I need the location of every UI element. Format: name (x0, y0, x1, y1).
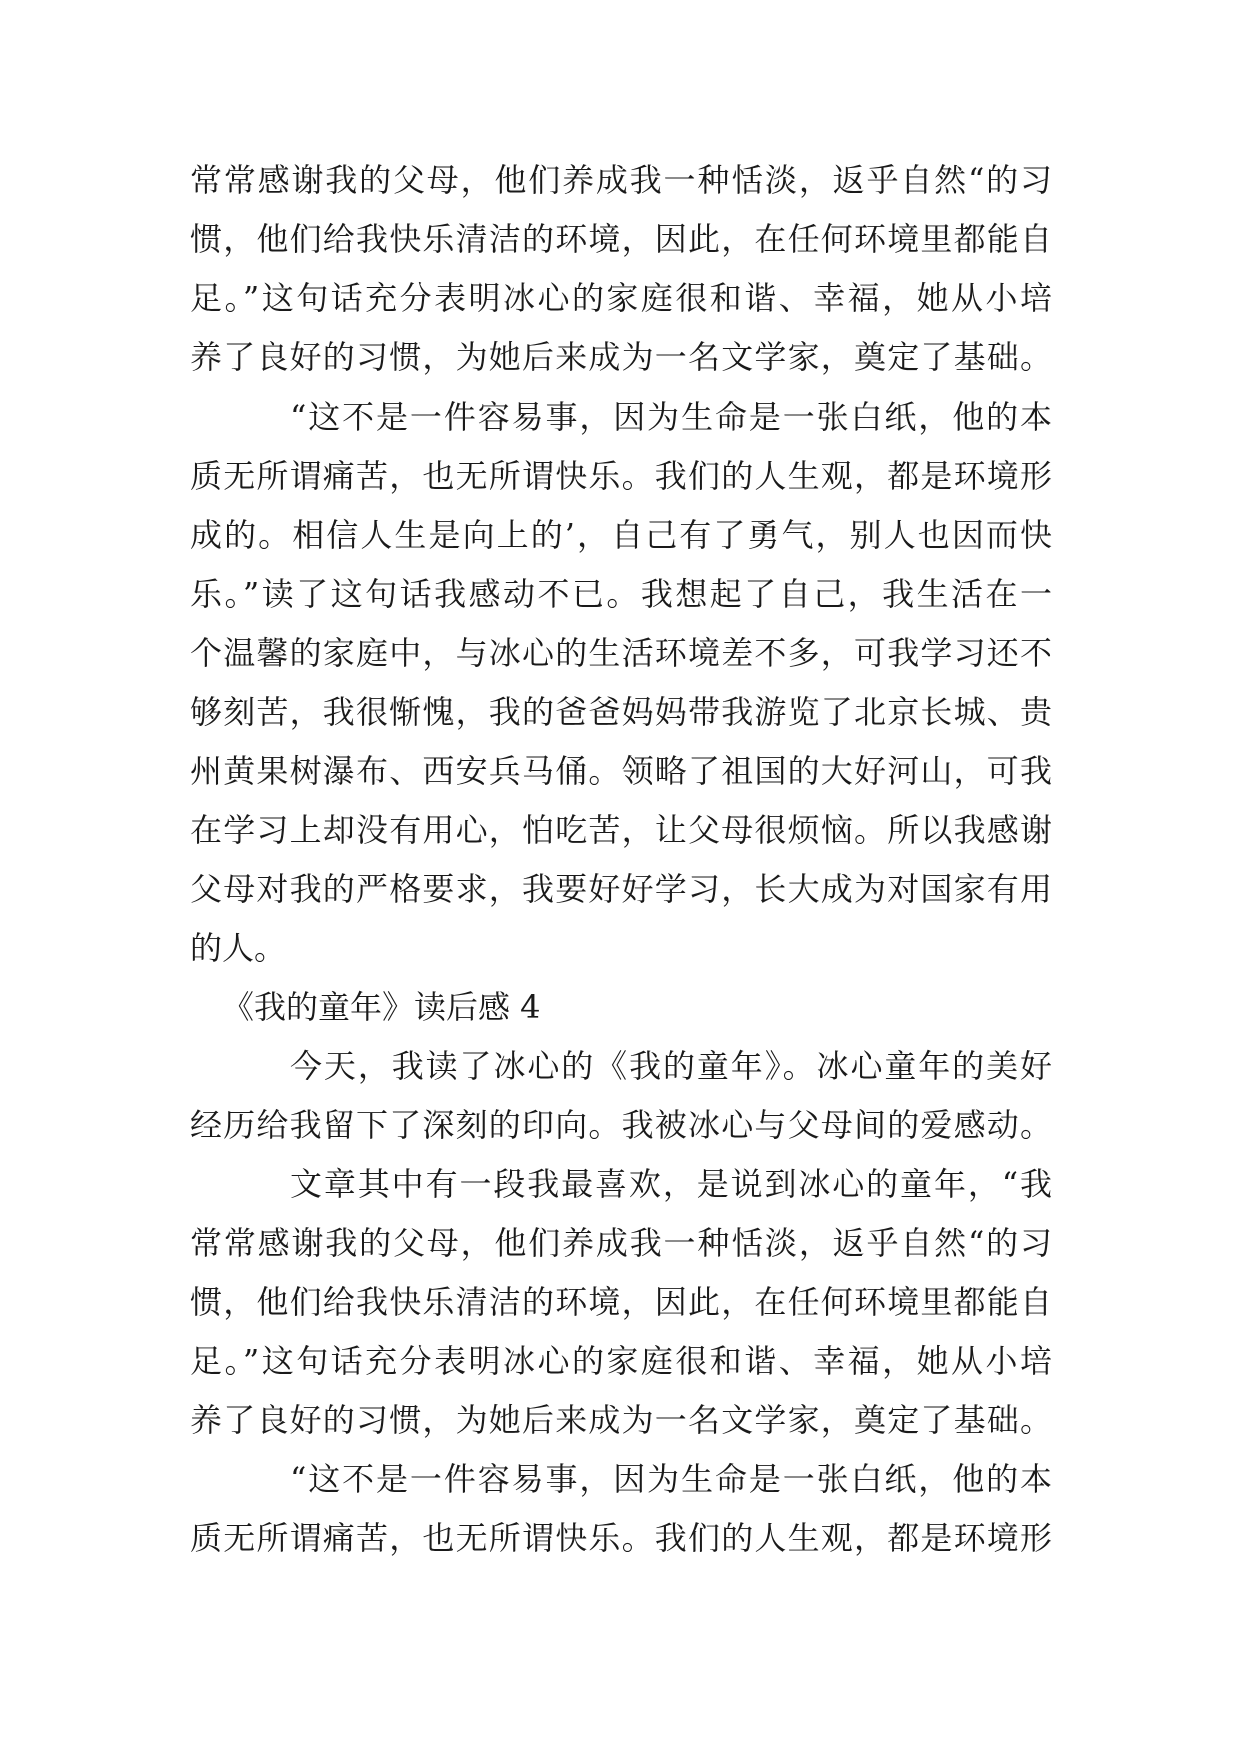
text-line: 质无所谓痛苦，也无所谓快乐。我们的人生观，都是环境形 (190, 457, 1052, 495)
text-line: 经历给我留下了深刻的印向。我被冰心与父母间的爱感动。 (190, 1106, 1052, 1144)
paragraph-first-line: “这不是一件容易事，因为生命是一张白纸，他的本 (290, 398, 1052, 436)
text-line: 足。”这句话充分表明冰心的家庭很和谐、幸福，她从小培 (190, 1342, 1052, 1380)
text-line: 足。”这句话充分表明冰心的家庭很和谐、幸福，她从小培 (190, 279, 1052, 317)
text-line: 成的。相信人生是向上的’，自己有了勇气，别人也因而快 (190, 516, 1052, 554)
text-line: 乐。”读了这句话我感动不已。我想起了自己，我生活在一 (190, 575, 1052, 613)
text-line: 质无所谓痛苦，也无所谓快乐。我们的人生观，都是环境形 (190, 1519, 1052, 1557)
paragraph-first-line: 文章其中有一段我最喜欢，是说到冰心的童年，“我 (290, 1165, 1052, 1203)
paragraph-first-line: “这不是一件容易事，因为生命是一张白纸，他的本 (290, 1460, 1052, 1498)
text-line: 常常感谢我的父母，他们养成我一种恬淡，返乎自然“的习 (190, 1224, 1052, 1262)
text-line: 在学习上却没有用心，怕吃苦，让父母很烦恼。所以我感谢 (190, 811, 1052, 849)
text-line: 养了良好的习惯，为她后来成为一名文学家，奠定了基础。 (190, 1401, 1052, 1439)
text-line: 个温馨的家庭中，与冰心的生活环境差不多，可我学习还不 (190, 634, 1052, 672)
text-line: 的人。 (190, 929, 287, 967)
text-line: 州黄果树瀑布、西安兵马俑。领略了祖国的大好河山，可我 (190, 752, 1052, 790)
text-line: 养了良好的习惯，为她后来成为一名文学家，奠定了基础。 (190, 338, 1052, 376)
text-line: 常常感谢我的父母，他们养成我一种恬淡，返乎自然“的习 (190, 161, 1052, 199)
paragraph-first-line: 今天，我读了冰心的《我的童年》。冰心童年的美好 (290, 1047, 1052, 1085)
section-heading: 《我的童年》读后感 4 (222, 988, 541, 1026)
text-line: 父母对我的严格要求，我要好好学习，长大成为对国家有用 (190, 870, 1052, 908)
text-line: 惯，他们给我快乐清洁的环境，因此，在任何环境里都能自 (190, 1283, 1052, 1321)
text-line: 够刻苦，我很惭愧，我的爸爸妈妈带我游览了北京长城、贵 (190, 693, 1052, 731)
text-line: 惯，他们给我快乐清洁的环境，因此，在任何环境里都能自 (190, 220, 1052, 258)
